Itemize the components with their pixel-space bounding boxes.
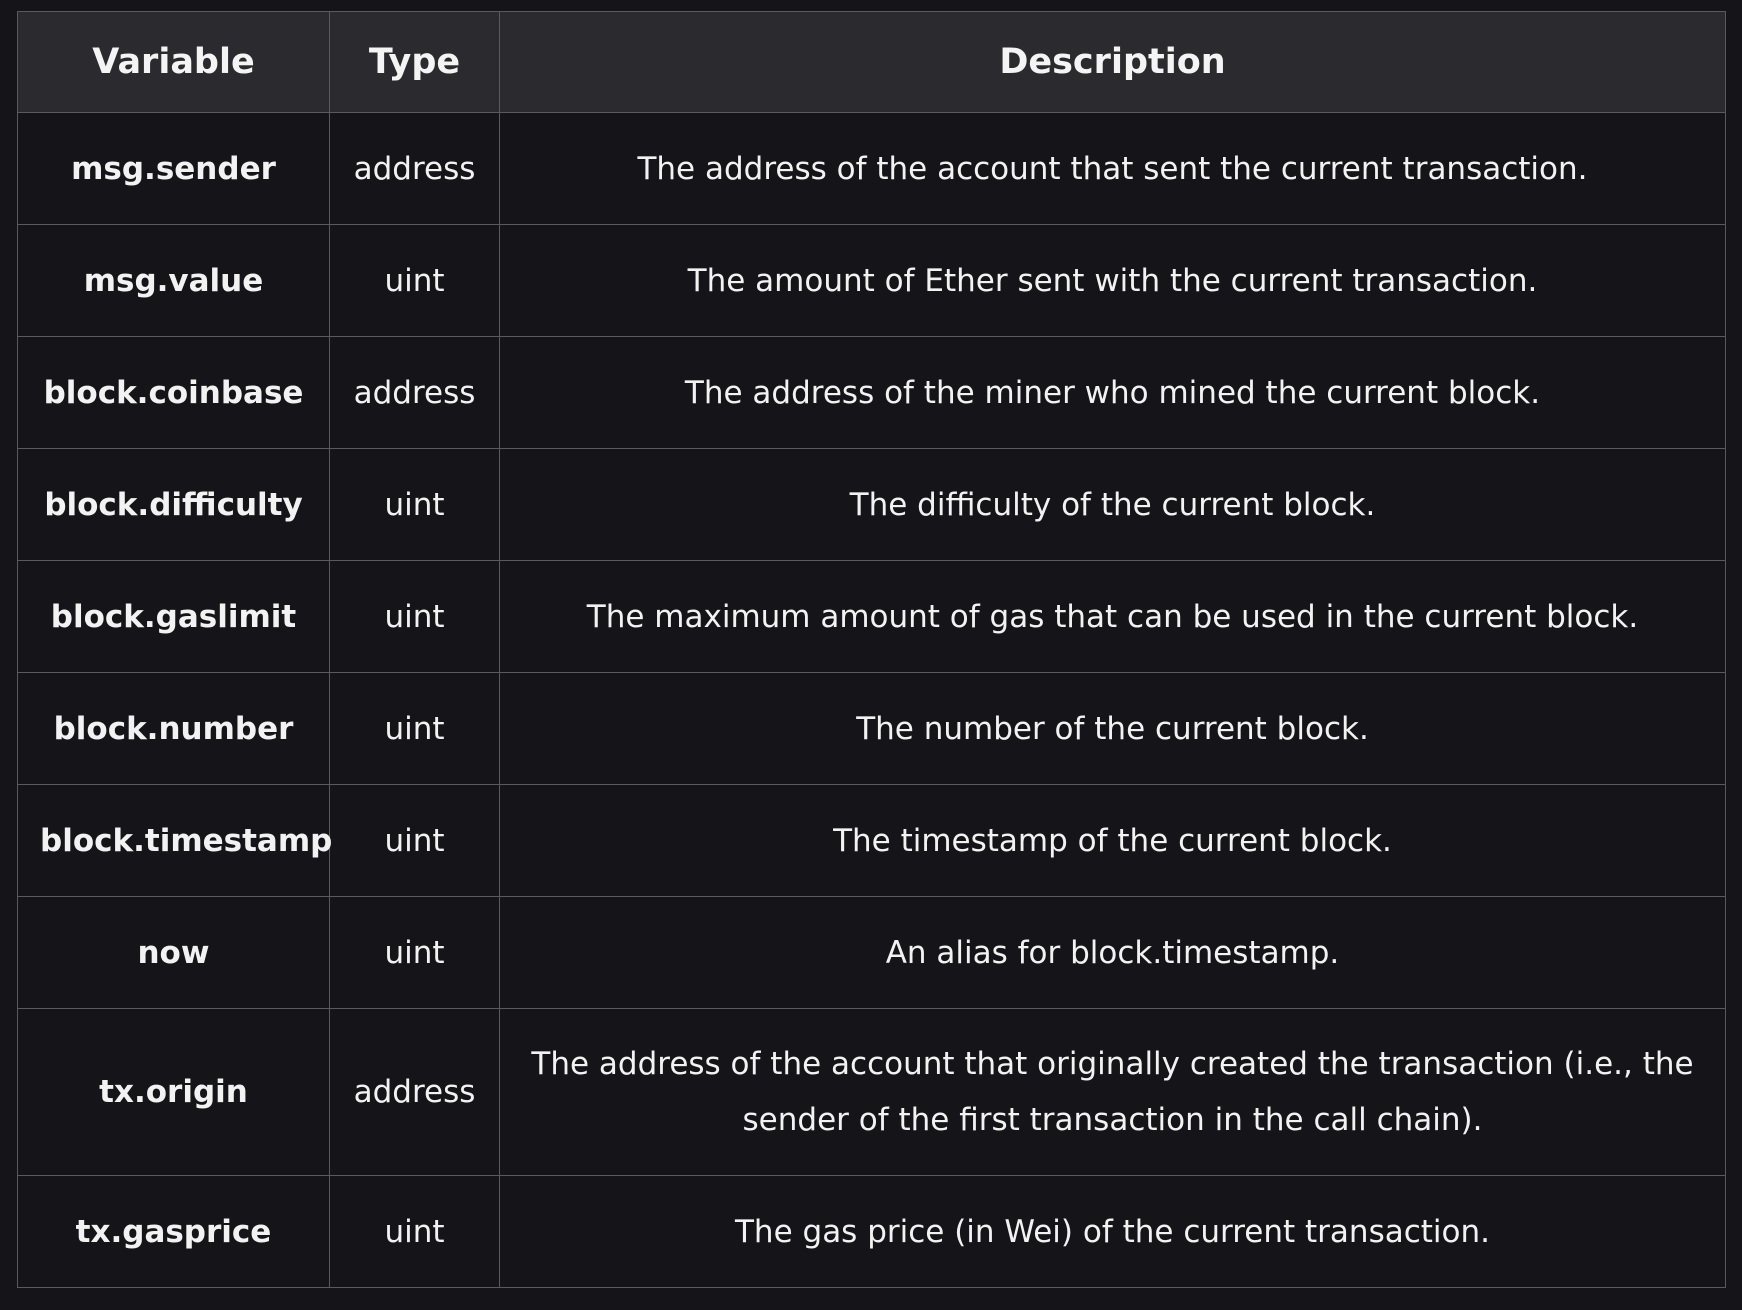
header-description: Description: [500, 12, 1726, 113]
cell-description: The address of the account that originally created the transaction (i.e., the sender of the first transaction in the call chain).: [500, 1009, 1726, 1176]
table-row: [18, 785, 1726, 897]
table-row: [18, 561, 1726, 673]
cell-description: The timestamp of the current block.: [500, 785, 1726, 897]
header-row: [18, 12, 1726, 113]
table-header: [18, 12, 1726, 113]
cell-description: The number of the current block.: [500, 673, 1726, 785]
cell-variable: msg.sender: [18, 113, 330, 225]
cell-variable: block.gaslimit: [18, 561, 330, 673]
cell-variable: now: [18, 897, 330, 1009]
cell-description: The address of the miner who mined the current block.: [500, 337, 1726, 449]
cell-description: The gas price (in Wei) of the current transaction.: [500, 1176, 1726, 1288]
cell-description: An alias for block.timestamp.: [500, 897, 1726, 1009]
header-variable: Variable: [18, 12, 330, 113]
cell-variable: block.difficulty: [18, 449, 330, 561]
table-row: [18, 1176, 1726, 1288]
cell-type: uint: [330, 897, 500, 1009]
cell-type: address: [330, 113, 500, 225]
cell-type: uint: [330, 1176, 500, 1288]
cell-variable: block.coinbase: [18, 337, 330, 449]
cell-type: uint: [330, 449, 500, 561]
cell-type: uint: [330, 785, 500, 897]
table-container: [17, 11, 1725, 1288]
table-row: [18, 225, 1726, 337]
cell-variable: block.timestamp: [18, 785, 330, 897]
table-row: [18, 449, 1726, 561]
cell-variable: block.number: [18, 673, 330, 785]
cell-variable: msg.value: [18, 225, 330, 337]
table-row: [18, 673, 1726, 785]
cell-type: address: [330, 337, 500, 449]
table-body: [18, 113, 1726, 1288]
cell-type: uint: [330, 561, 500, 673]
cell-description: The amount of Ether sent with the current transaction.: [500, 225, 1726, 337]
cell-description: The difficulty of the current block.: [500, 449, 1726, 561]
cell-type: uint: [330, 673, 500, 785]
cell-variable: tx.gasprice: [18, 1176, 330, 1288]
table-row: [18, 337, 1726, 449]
variables-table: [17, 11, 1726, 1288]
table-row: [18, 1009, 1726, 1176]
table-row: [18, 897, 1726, 1009]
cell-variable: tx.origin: [18, 1009, 330, 1176]
header-type: Type: [330, 12, 500, 113]
cell-type: address: [330, 1009, 500, 1176]
table-row: [18, 113, 1726, 225]
cell-description: The maximum amount of gas that can be used in the current block.: [500, 561, 1726, 673]
cell-type: uint: [330, 225, 500, 337]
cell-description: The address of the account that sent the current transaction.: [500, 113, 1726, 225]
